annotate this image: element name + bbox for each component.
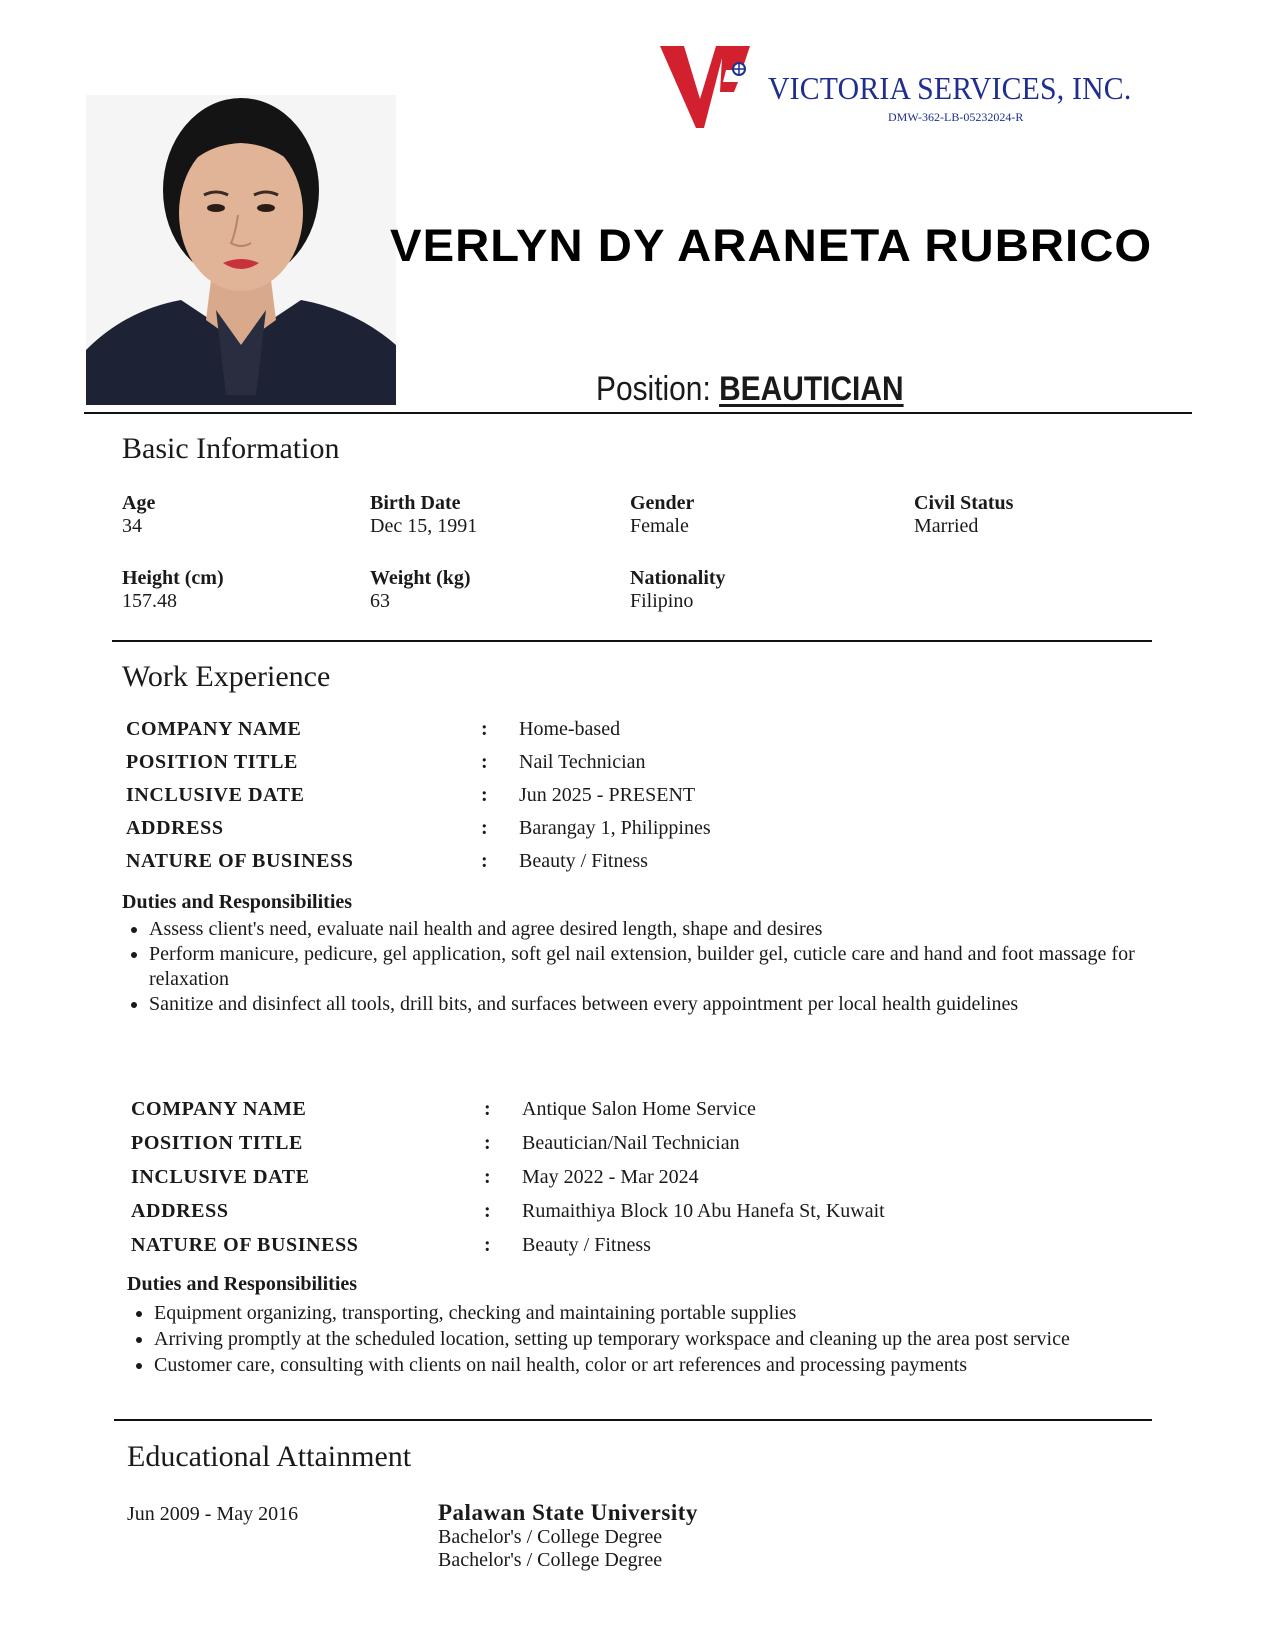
degree: Bachelor's / College Degree (438, 1549, 663, 1571)
field-colon: : (484, 1132, 491, 1154)
field-value: Beautician/Nail Technician (522, 1132, 740, 1154)
field-colon: : (484, 1234, 491, 1256)
work-divider (114, 1419, 1152, 1421)
field-value: Beauty / Fitness (519, 850, 648, 872)
position-value: BEAUTICIAN (719, 370, 904, 408)
info-value: Married (914, 515, 979, 537)
applicant-name: VERLYN DY ARANETA RUBRICO (390, 220, 1153, 271)
duty-item: • Arriving promptly at the scheduled location, setting up temporary workspace and cleaning up the area post service (154, 1326, 1127, 1352)
job-2-duties (127, 1300, 1127, 1378)
field-colon: : (481, 718, 488, 740)
info-label: Gender (630, 492, 695, 514)
info-birth-date (370, 492, 477, 538)
info-gender (630, 492, 694, 538)
job-1-duties-title: Duties and Responsibilities (122, 891, 353, 913)
info-value: 157.48 (122, 590, 177, 612)
info-label: Weight (kg) (370, 567, 471, 589)
victoria-logo-icon (660, 44, 752, 130)
info-value: Filipino (630, 590, 694, 612)
duty-item: • Assess client's need, evaluate nail health and agree desired length, shape and desires (149, 917, 1152, 942)
field-colon: : (484, 1200, 491, 1222)
portrait-image (86, 95, 396, 405)
field-value: Beauty / Fitness (522, 1234, 651, 1256)
position-line (596, 370, 904, 409)
license-number: DMW-362-LB-05232024-R (888, 110, 1024, 124)
field-label: POSITION TITLE (126, 751, 298, 773)
info-age (122, 492, 155, 538)
field-label: NATURE OF BUSINESS (126, 850, 354, 872)
field-label: INCLUSIVE DATE (126, 784, 305, 806)
field-value: Antique Salon Home Service (522, 1098, 756, 1120)
duty-item: • Sanitize and disinfect all tools, drill bits, and surfaces between every appointment per local health guidelines (149, 992, 1152, 1017)
duty-item: • Perform manicure, pedicure, gel application, soft gel nail extension, builder gel, cuticle care and hand and foot massage for relaxation (149, 942, 1152, 992)
job-1-duties (122, 917, 1152, 1017)
info-label: Age (122, 492, 156, 514)
info-value: 63 (370, 590, 390, 612)
duty-item: • Equipment organizing, transporting, checking and maintaining portable supplies (154, 1300, 1127, 1326)
info-value: Female (630, 515, 689, 537)
header-divider (84, 412, 1192, 414)
field-value: Rumaithiya Block 10 Abu Hanefa St, Kuwait (522, 1200, 885, 1222)
position-label: Position: (596, 370, 720, 408)
info-label: Birth Date (370, 492, 461, 514)
field-label: NATURE OF BUSINESS (131, 1234, 359, 1256)
field-label: COMPANY NAME (126, 718, 302, 740)
work-experience-title: Work Experience (122, 660, 331, 693)
field-value: Home-based (519, 718, 621, 740)
duty-item: • Customer care, consulting with clients on nail health, color or art references and processing payments (154, 1352, 1127, 1378)
field-value: Barangay 1, Philippines (519, 817, 711, 839)
field-label: ADDRESS (131, 1200, 229, 1222)
field-value: May 2022 - Mar 2024 (522, 1166, 699, 1188)
education-details (438, 1500, 698, 1572)
education-dates: Jun 2009 - May 2016 (127, 1503, 299, 1525)
info-nationality (630, 567, 726, 613)
basic-info-divider (112, 640, 1152, 642)
info-value: 34 (122, 515, 142, 537)
info-height (122, 567, 224, 613)
company-name: VICTORIA SERVICES, INC. (768, 70, 1132, 106)
company-logo (660, 44, 752, 130)
degree: Bachelor's / College Degree (438, 1526, 663, 1548)
field-colon: : (481, 784, 488, 806)
info-civil-status (914, 492, 1013, 538)
field-colon: : (481, 751, 488, 773)
field-value: Jun 2025 - PRESENT (519, 784, 696, 806)
school-name: Palawan State University (438, 1500, 698, 1525)
basic-info-title: Basic Information (122, 432, 340, 465)
field-label: COMPANY NAME (131, 1098, 307, 1120)
info-weight (370, 567, 471, 613)
profile-photo (86, 95, 396, 405)
info-value: Dec 15, 1991 (370, 515, 478, 537)
info-label: Civil Status (914, 492, 1014, 514)
field-colon: : (481, 817, 488, 839)
field-label: INCLUSIVE DATE (131, 1166, 310, 1188)
info-label: Height (cm) (122, 567, 224, 589)
field-value: Nail Technician (519, 751, 646, 773)
field-label: ADDRESS (126, 817, 224, 839)
info-label: Nationality (630, 567, 726, 589)
field-colon: : (484, 1166, 491, 1188)
education-title: Educational Attainment (127, 1440, 412, 1473)
job-2-duties-title: Duties and Responsibilities (127, 1273, 358, 1295)
field-label: POSITION TITLE (131, 1132, 303, 1154)
field-colon: : (484, 1098, 491, 1120)
field-colon: : (481, 850, 488, 872)
